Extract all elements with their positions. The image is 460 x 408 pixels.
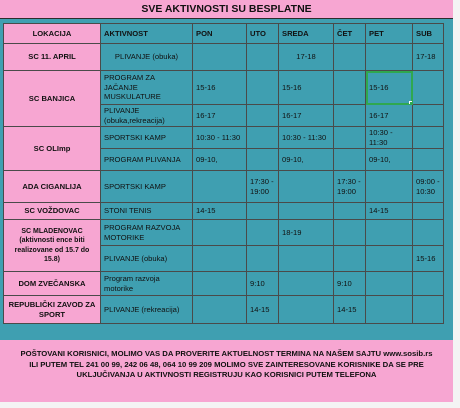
time-cell[interactable] (193, 171, 247, 203)
table-row (4, 296, 444, 324)
table-row (4, 171, 444, 203)
time-cell[interactable] (334, 105, 366, 127)
time-cell[interactable]: 14-15 (247, 296, 279, 324)
activity-cell[interactable]: PROGRAM ZA JAČANJE MUSKULATURE (101, 71, 193, 105)
schedule-table (3, 23, 444, 324)
header-cell[interactable]: PET (366, 24, 413, 44)
location-cell[interactable]: DOM ZVEČANSKA (4, 272, 101, 296)
cell-value: 15-16 (369, 82, 389, 92)
fill-handle[interactable] (409, 101, 413, 105)
location-cell[interactable]: REPUBLIČKI ZAVOD ZA SPORT (4, 296, 101, 324)
activity-cell[interactable]: PLIVANJE (obuka,rekreacija) (101, 105, 193, 127)
header-cell[interactable]: UTO (247, 24, 279, 44)
time-cell[interactable] (334, 220, 366, 246)
time-cell[interactable] (247, 105, 279, 127)
time-cell[interactable]: 14-15 (334, 296, 366, 324)
time-cell[interactable]: 17:30 - 19:00 (334, 171, 366, 203)
time-cell[interactable] (247, 246, 279, 272)
footer-notice[interactable] (0, 340, 453, 402)
time-cell[interactable] (193, 296, 247, 324)
time-cell[interactable] (413, 127, 444, 149)
table-row (4, 203, 444, 220)
activity-cell[interactable]: PROGRAM RAZVOJA MOTORIKE (101, 220, 193, 246)
time-cell[interactable] (193, 44, 247, 71)
time-cell[interactable]: 17-18 (279, 44, 334, 71)
activity-cell[interactable]: STONI TENIS (101, 203, 193, 220)
time-cell[interactable] (334, 149, 366, 171)
activity-cell[interactable]: PLIVANJE (obuka) (101, 246, 193, 272)
time-cell[interactable] (366, 246, 413, 272)
time-cell[interactable] (413, 296, 444, 324)
header-cell[interactable]: ČET (334, 24, 366, 44)
selected-cell[interactable] (366, 71, 413, 105)
time-cell[interactable]: 9:10 (334, 272, 366, 296)
time-cell[interactable]: 09:00 - 10:30 (413, 171, 444, 203)
header-cell[interactable]: LOKACIJA (4, 24, 101, 44)
table-row (4, 272, 444, 296)
time-cell[interactable] (334, 71, 366, 105)
time-cell[interactable] (279, 171, 334, 203)
location-cell[interactable]: SC BANJICA (4, 71, 101, 127)
activity-cell[interactable]: PLIVANJE (rekreacija) (101, 296, 193, 324)
time-cell[interactable]: 10:30 - 11:30 (193, 127, 247, 149)
time-cell[interactable]: 17:30 - 19:00 (247, 171, 279, 203)
location-cell[interactable]: SC 11. APRIL (4, 44, 101, 71)
time-cell[interactable] (366, 296, 413, 324)
footer-line: POŠTOVANI KORISNICI, MOLIMO VAS DA PROVERITE AKTUELNOST TERMINA NA NAŠEM SAJTU www.sosib.rs (20, 349, 433, 358)
table-row (4, 71, 444, 105)
sheet-title[interactable]: SVE AKTIVNOSTI SU BESPLATNE (0, 0, 453, 19)
time-cell[interactable] (334, 246, 366, 272)
time-cell[interactable]: 18-19 (279, 220, 334, 246)
time-cell[interactable] (247, 71, 279, 105)
header-cell[interactable]: AKTIVNOST (101, 24, 193, 44)
activity-cell[interactable]: Program razvoja motorike (101, 272, 193, 296)
location-cell[interactable]: SC OLImp (4, 127, 101, 171)
time-cell[interactable]: 14-15 (193, 203, 247, 220)
time-cell[interactable] (279, 203, 334, 220)
time-cell[interactable] (334, 203, 366, 220)
time-cell[interactable]: 17-18 (413, 44, 444, 71)
time-cell[interactable]: 15-16 (413, 246, 444, 272)
time-cell[interactable] (334, 44, 366, 71)
time-cell[interactable]: 16-17 (366, 105, 413, 127)
footer-line: UKLJUČIVANJA U AKTIVNOSTI REGISTRUJU KAO KORISNICI PUTEM TELEFONA (76, 370, 377, 379)
time-cell[interactable]: 09-10, (193, 149, 247, 171)
time-cell[interactable] (366, 220, 413, 246)
time-cell[interactable] (247, 44, 279, 71)
time-cell[interactable] (193, 246, 247, 272)
time-cell[interactable]: 15-16 (193, 71, 247, 105)
footer-line: ILI PUTEM TEL 241 00 99, 242 06 48, 064 10 99 209 MOLIMO SVE ZAINTERESOVANE KORISNIKE DA SE PRE (29, 359, 424, 369)
time-cell[interactable]: 16-17 (193, 105, 247, 127)
time-cell[interactable]: 09-10, (366, 149, 413, 171)
time-cell[interactable] (366, 44, 413, 71)
time-cell[interactable] (413, 105, 444, 127)
time-cell[interactable]: 16-17 (279, 105, 334, 127)
time-cell[interactable]: 9:10 (247, 272, 279, 296)
time-cell[interactable] (413, 272, 444, 296)
location-cell[interactable]: SC VOŽDOVAC (4, 203, 101, 220)
time-cell[interactable]: 14-15 (366, 203, 413, 220)
time-cell[interactable] (366, 171, 413, 203)
time-cell[interactable] (193, 272, 247, 296)
table-row (4, 44, 444, 71)
time-cell[interactable] (413, 149, 444, 171)
window-margin (453, 0, 460, 408)
time-cell[interactable] (247, 203, 279, 220)
header-cell[interactable]: PON (193, 24, 247, 44)
time-cell[interactable] (413, 203, 444, 220)
time-cell[interactable]: 10:30 - 11:30 (279, 127, 334, 149)
activity-cell[interactable]: PLIVANJE (obuka) (101, 44, 193, 71)
location-cell[interactable]: SC MLADENOVAC (aktivnosti ence biti realizovane od 15.7 do 15.8) (4, 220, 101, 272)
activity-cell[interactable]: PROGRAM PLIVANJA (101, 149, 193, 171)
time-cell[interactable] (279, 246, 334, 272)
header-row (4, 24, 444, 44)
time-cell[interactable]: 09-10, (279, 149, 334, 171)
table-row (4, 127, 444, 149)
activity-cell[interactable]: SPORTSKI KAMP (101, 127, 193, 149)
time-cell[interactable]: 15-16 (279, 71, 334, 105)
time-cell[interactable] (247, 127, 279, 149)
time-cell[interactable]: 10:30 - 11:30 (366, 127, 413, 149)
time-cell[interactable] (279, 296, 334, 324)
time-cell[interactable] (334, 127, 366, 149)
time-cell[interactable] (413, 220, 444, 246)
header-cell[interactable]: SUB (413, 24, 444, 44)
time-cell[interactable] (366, 272, 413, 296)
time-cell[interactable] (247, 149, 279, 171)
time-cell[interactable] (247, 220, 279, 246)
location-cell[interactable]: ADA CIGANLIJA (4, 171, 101, 203)
header-cell[interactable]: SREDA (279, 24, 334, 44)
time-cell[interactable] (279, 272, 334, 296)
table-row (4, 220, 444, 246)
activity-cell[interactable]: SPORTSKI KAMP (101, 171, 193, 203)
time-cell[interactable] (413, 71, 444, 105)
time-cell[interactable] (193, 220, 247, 246)
